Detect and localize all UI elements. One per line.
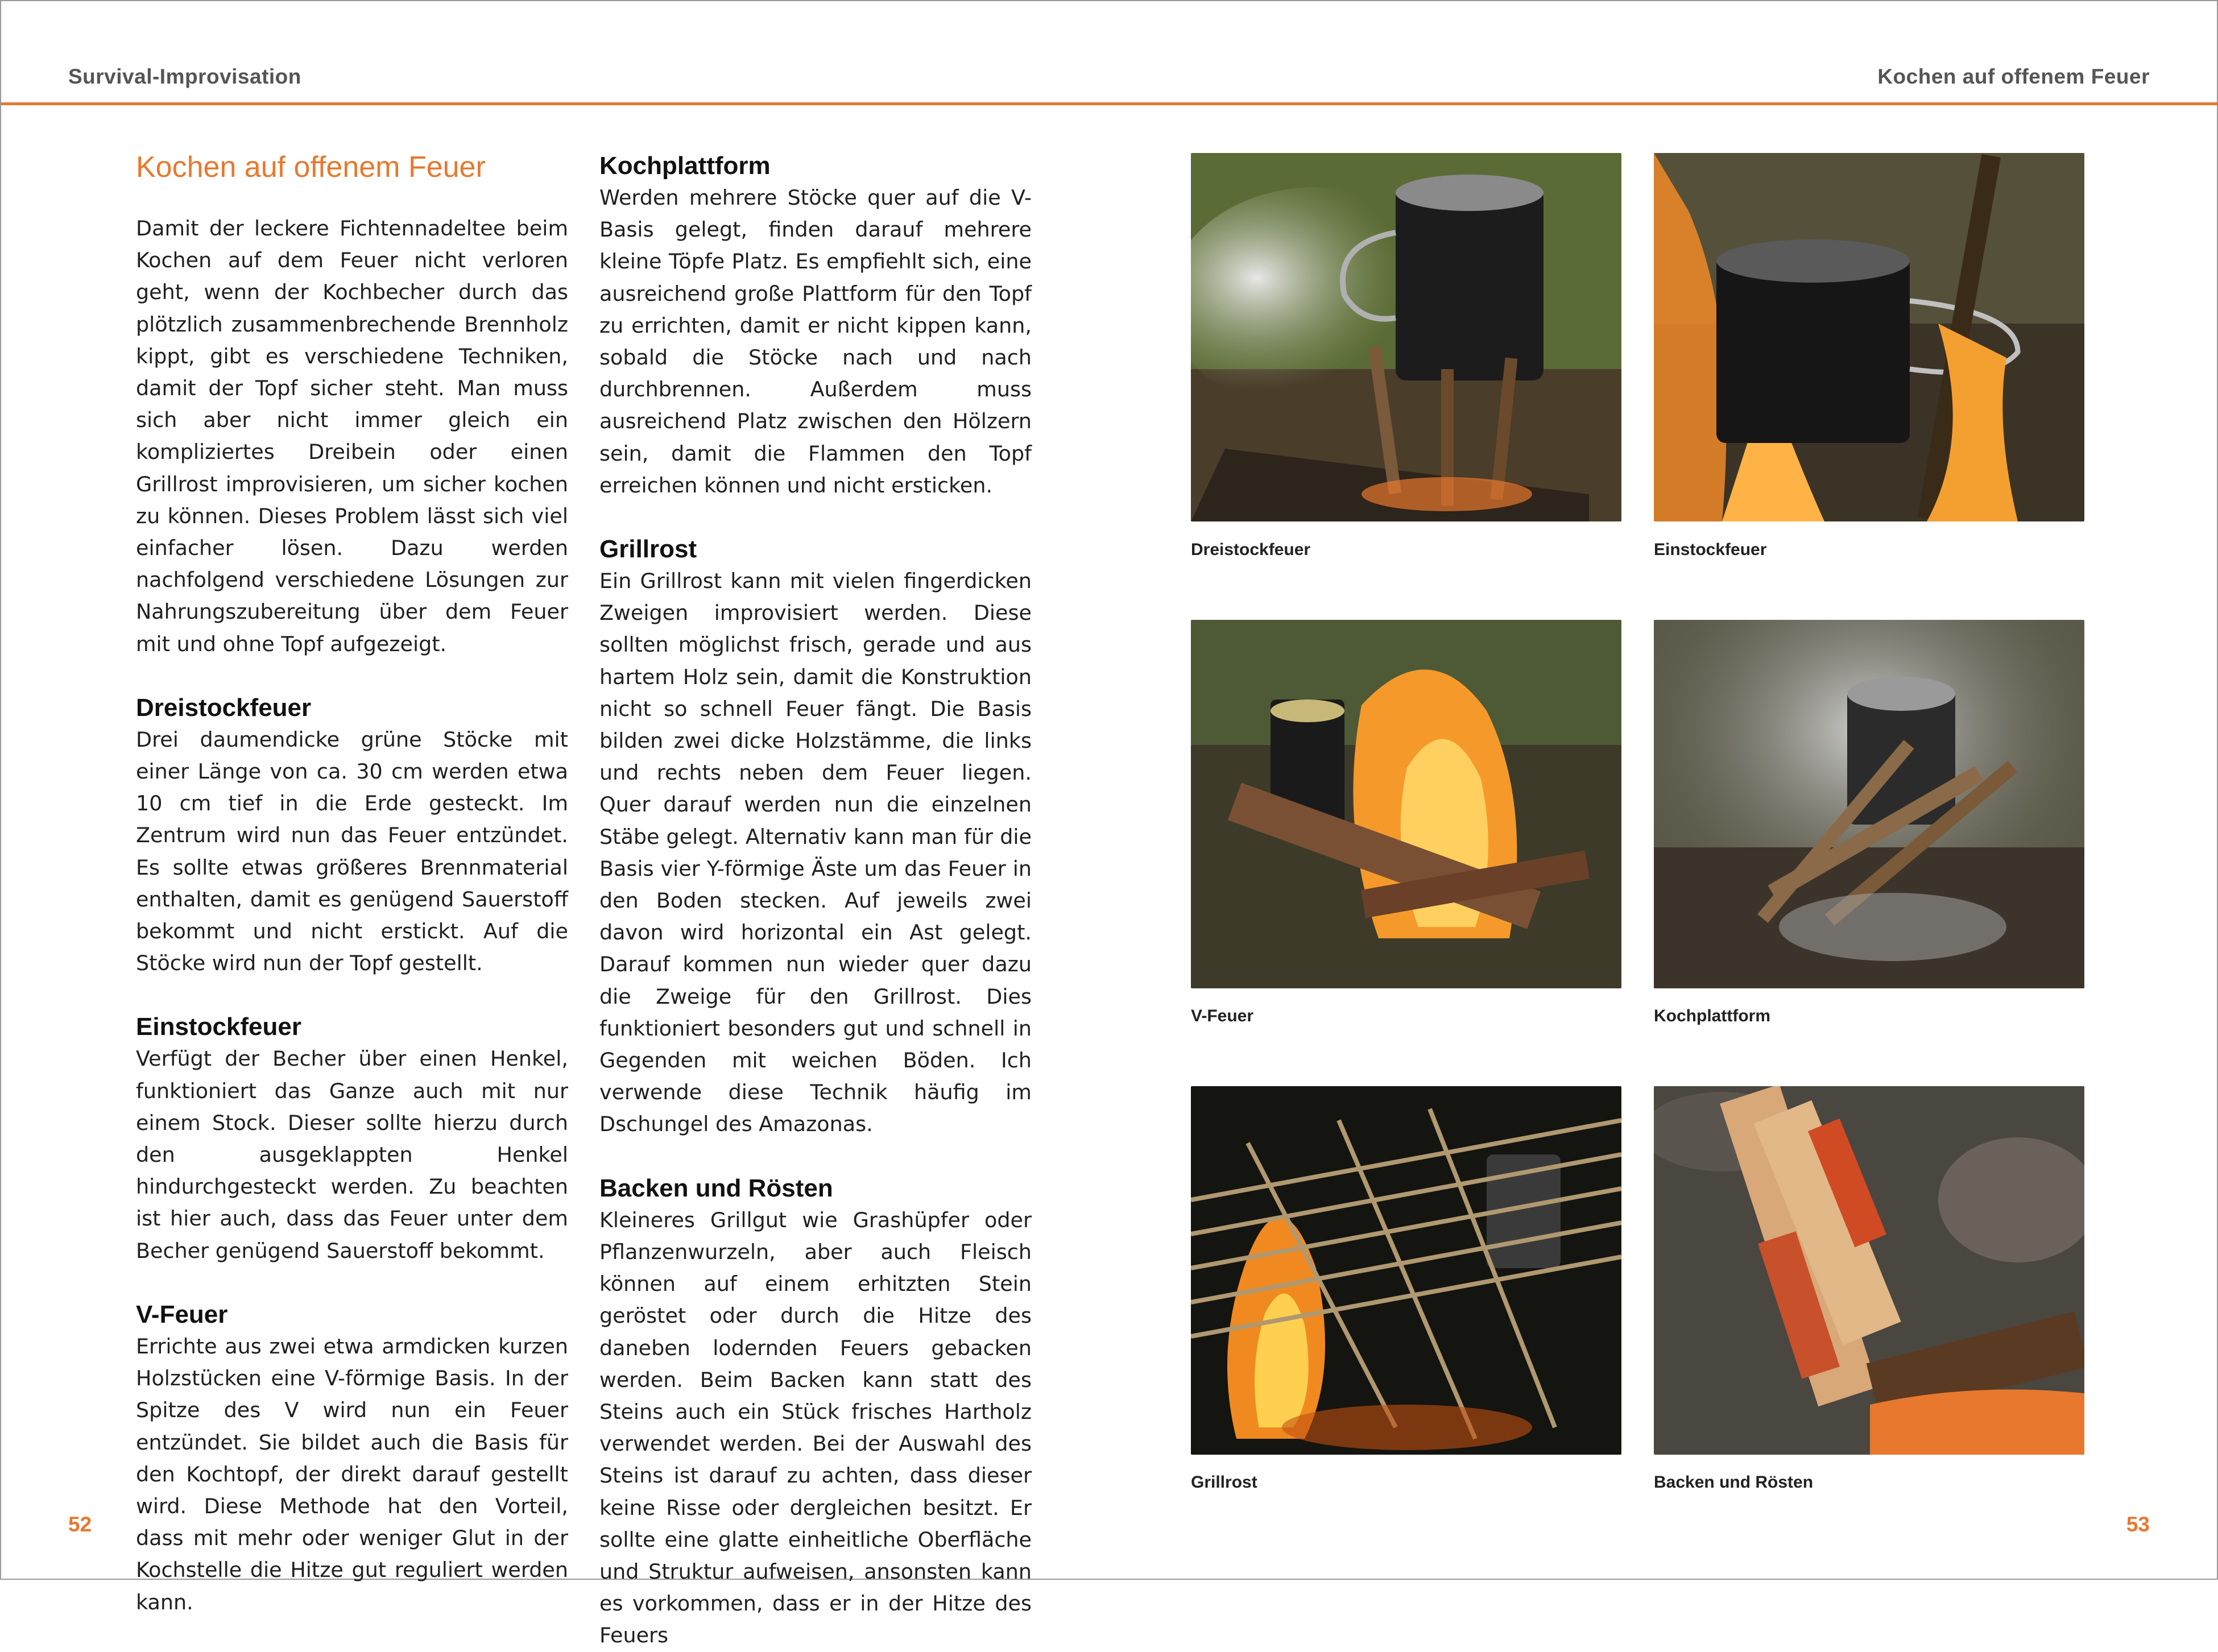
section-text-dreistockfeuer: Drei daumendicke grüne Stöcke mit einer Länge von ca. 30 cm werden etwa 10 cm tief in die Erde gesteckt. Im Zentrum wird nun das Feuer entzündet. Es sollte etwas größeres Brennmaterial enthalten, damit es genügend Sauerstoff bekommt und nicht erstickt. Auf die Stöcke wird nun der Topf gestellt. bbox=[136, 727, 568, 976]
caption-kochplattform: Kochplattform bbox=[1654, 1007, 1770, 1025]
section-heading-backen-roesten: Backen und Rösten bbox=[599, 1174, 833, 1202]
section-text-grillrost: Ein Grillrost kann mit vielen fingerdicken Zweigen improvisiert werden. Diese sollten möglichst frisch, gerade und aus hartem Holz sein, damit die Konstruktion nicht so schnell Feuer fängt. Die Basis bilden zwei dicke Holzstämme, die links und rechts neben dem Feuer liegen. Quer darauf werden nun die einzelnen Stäbe gelegt. Alternativ kann man für die Basis vier Y-förmige Äste um das Feuer in den Boden stecken. Auf jeweils zwei davon wird horizontal ein Ast gelegt. Darauf kommen nun wieder quer dazu die Zweige für den Grillrost. Dies funktioniert besonders gut und schnell in Gegenden mit weichen Böden. Ich verwende diese Technik häufig im Dschungel des Amazonas. bbox=[599, 569, 1032, 1137]
running-head-right: Kochen auf offenem Feuer bbox=[1877, 65, 2150, 88]
text-column-1 bbox=[136, 150, 568, 1618]
caption-v-feuer: V-Feuer bbox=[1191, 1007, 1254, 1025]
photo-v-feuer bbox=[1191, 620, 1621, 988]
section-heading-kochplattform: Kochplattform bbox=[599, 152, 771, 180]
running-head-left: Survival-Improvisation bbox=[68, 65, 301, 88]
header-rule bbox=[1, 102, 2218, 105]
caption-grillrost: Grillrost bbox=[1191, 1473, 1257, 1492]
text-column-2 bbox=[599, 150, 1032, 1652]
section-heading-grillrost: Grillrost bbox=[599, 535, 697, 564]
section-heading-dreistockfeuer: Dreistockfeuer bbox=[136, 693, 312, 722]
page-number-left: 52 bbox=[68, 1513, 92, 1536]
section-heading-einstockfeuer: Einstockfeuer bbox=[136, 1013, 301, 1041]
photo-backen-roesten bbox=[1654, 1086, 2084, 1455]
caption-dreistockfeuer: Dreistockfeuer bbox=[1191, 540, 1311, 559]
page-number-right: 53 bbox=[2126, 1513, 2150, 1536]
section-text-v-feuer: Errichte aus zwei etwa armdicken kurzen Holzstücken eine V-förmige Basis. In der Spitze des V wird nun ein Feuer entzündet. Sie bildet auch die Basis für den Kochtopf, der direkt darauf gestellt wird. Diese Methode hat den Vorteil, dass mit mehr oder weniger Glut in der Kochstelle die Hitze gut reguliert werden kann. bbox=[136, 1334, 568, 1614]
photo-dreistockfeuer bbox=[1191, 153, 1621, 521]
section-text-einstockfeuer: Verfügt der Becher über einen Henkel, funktioniert das Ganze auch mit nur einem Stock. Dieser sollte hierzu durch den ausgeklappten Henkel hindurchgesteckt werden. Zu beachten ist hier auch, dass das Feuer unter dem Becher genügend Sauerstoff bekommt. bbox=[136, 1046, 568, 1263]
photo-kochplattform bbox=[1654, 620, 2084, 988]
chapter-title: Kochen auf offenem Feuer bbox=[136, 151, 486, 184]
section-text-backen-roesten: Kleineres Grillgut wie Grashüpfer oder Pflanzenwurzeln, aber auch Fleisch können auf einem erhitzten Stein geröstet oder durch die Hitze des daneben lodernden Feuers gebacken werden. Beim Backen kann statt des Steins auch ein Stück frisches Hartholz verwendet werden. Bei der Auswahl des Steins ist darauf zu achten, dass dieser keine Risse oder dergleichen besitzt. Er sollte eine glatte einheitliche Oberfläche und Struktur aufweisen, ansonsten kann es vorkommen, dass er in der Hitze des Feuers bbox=[599, 1207, 1032, 1648]
caption-backen-roesten: Backen und Rösten bbox=[1654, 1473, 1814, 1492]
photo-einstockfeuer bbox=[1654, 153, 2084, 521]
section-heading-v-feuer: V-Feuer bbox=[136, 1300, 228, 1328]
intro-paragraph: Damit der leckere Fichtennadeltee beim Kochen auf dem Feuer nicht verloren geht, wenn der Kochbecher durch das plötzlich zusammenbrechende Brennholz kippt, gibt es verschiedene Techniken, damit der Topf sicher steht. Man muss sich aber nicht immer gleich ein kompliziertes Dreibein oder einen Grillrost improvisieren, um sicher kochen zu können. Dieses Problem lässt sich viel einfacher lösen. Dazu werden nachfolgend verschiedene Lösungen zur Nahrungszubereitung über dem Feuer mit und ohne Topf aufgezeigt. bbox=[136, 216, 568, 656]
photo-grillrost bbox=[1191, 1086, 1621, 1455]
caption-einstockfeuer: Einstockfeuer bbox=[1654, 540, 1767, 559]
section-text-kochplattform: Werden mehrere Stöcke quer auf die V-Basis gelegt, finden darauf mehrere kleine Töpfe Platz. Es empfiehlt sich, eine ausreichend große Plattform für den Topf zu errichten, damit er nicht kippen kann, sobald die Stöcke nach und nach durchbrennen. Außerdem muss ausreichend Platz zwischen den Hölzern sein, damit die Flammen den Topf erreichen können und nicht ersticken. bbox=[599, 185, 1032, 498]
